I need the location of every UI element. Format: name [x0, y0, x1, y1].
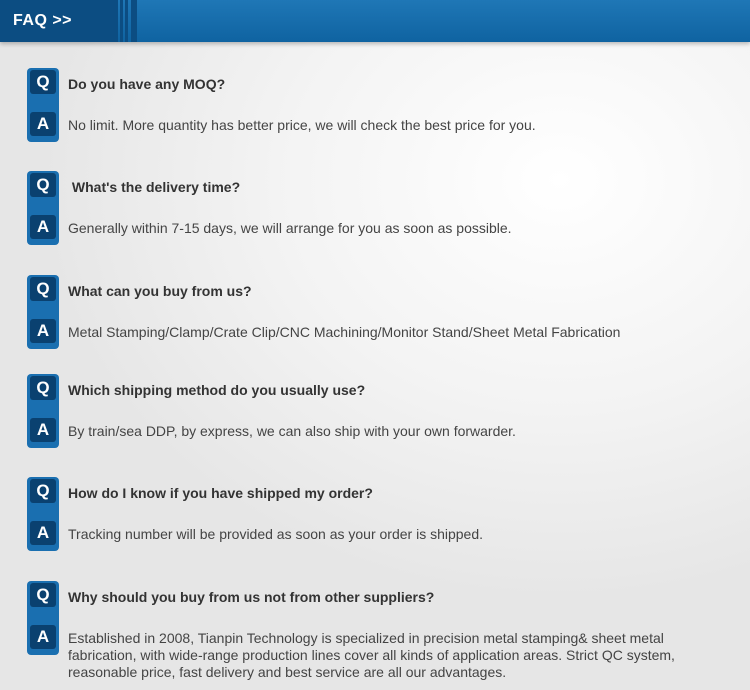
faq-answer: No limit. More quantity has better price, we will check the best price for you. — [68, 117, 536, 133]
qa-marker — [27, 374, 59, 448]
answer-badge: A — [30, 319, 56, 343]
faq-question: What can you buy from us? — [68, 283, 252, 299]
answer-badge: A — [30, 215, 56, 239]
faq-question: Do you have any MOQ? — [68, 76, 226, 92]
header-stripe — [131, 0, 137, 42]
faq-question: How do I know if you have shipped my order? — [68, 485, 373, 501]
header-stripe — [125, 0, 128, 42]
answer-badge: A — [30, 521, 56, 545]
question-badge: Q — [30, 376, 56, 400]
qa-marker — [27, 581, 59, 655]
qa-marker — [27, 171, 59, 245]
faq-question: Which shipping method do you usually use? — [68, 382, 366, 398]
faq-answer: Tracking number will be provided as soon as your order is shipped. — [68, 526, 484, 542]
answer-badge: A — [30, 418, 56, 442]
header-stripe — [120, 0, 123, 42]
faq-answer: Generally within 7-15 days, we will arrange for you as soon as possible. — [68, 220, 512, 236]
question-badge: Q — [30, 583, 56, 607]
qa-marker — [27, 275, 59, 349]
faq-answer: Metal Stamping/Clamp/Crate Clip/CNC Machining/Monitor Stand/Sheet Metal Fabrication — [68, 324, 621, 340]
faq-answer: By train/sea DDP, by express, we can also ship with your own forwarder. — [68, 423, 516, 439]
question-badge: Q — [30, 173, 56, 197]
answer-badge: A — [30, 112, 56, 136]
faq-question: What's the delivery time? — [68, 179, 241, 195]
faq-header-tab — [0, 0, 118, 42]
qa-marker — [27, 477, 59, 551]
question-badge: Q — [30, 277, 56, 301]
faq-question: Why should you buy from us not from other suppliers? — [68, 589, 435, 605]
qa-marker — [27, 68, 59, 142]
answer-badge: A — [30, 625, 56, 649]
faq-title: FAQ >> — [13, 12, 73, 29]
question-badge: Q — [30, 479, 56, 503]
question-badge: Q — [30, 70, 56, 94]
faq-header — [0, 0, 750, 42]
faq-answer: Established in 2008, Tianpin Technology is specialized in precision metal stamping& sheet metal fabrication, with wide-range production lines cover all kinds of application areas. Strict QC system, reasonable price, fast delivery and best service are all our advantages. — [68, 630, 675, 680]
